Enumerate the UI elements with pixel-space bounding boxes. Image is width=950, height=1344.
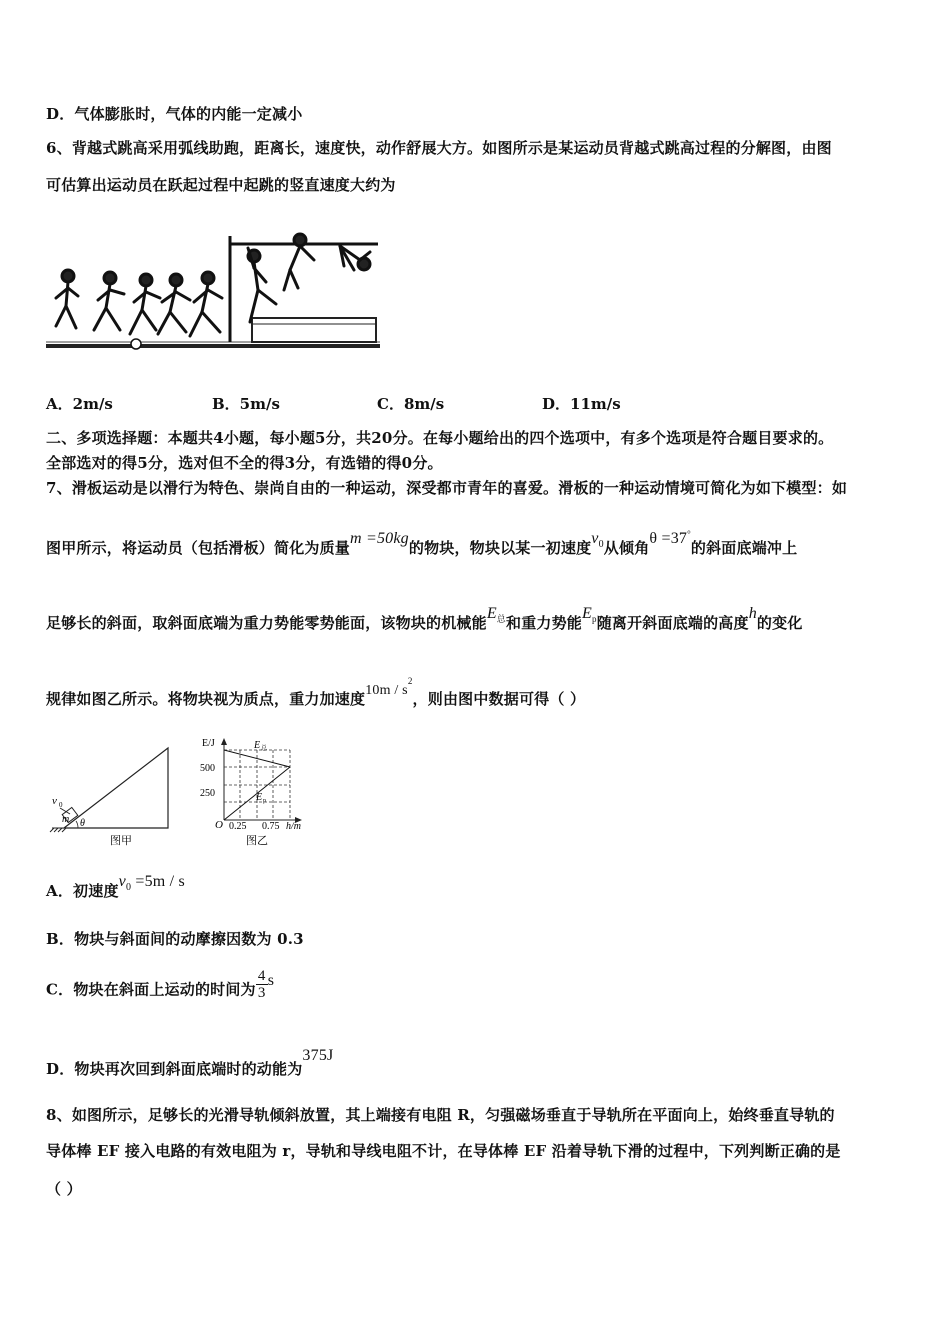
q6-stem-line2: 可估算出运动员在跃起过程中起跳的竖直速度大约为 xyxy=(46,176,396,194)
q7-text: 随离开斜面底端的高度 xyxy=(596,614,749,632)
fig-yi-origin: O xyxy=(215,819,223,831)
h-symbol: h xyxy=(748,605,757,622)
fig-jia-theta: θ xyxy=(80,818,85,829)
energy-graph-figure xyxy=(198,734,318,850)
option-d-text: D．物块再次回到斜面底端时的动能为 xyxy=(46,1060,303,1078)
q8-stem-line2: 导体棒 EF 接入电路的有效电阻为 r，导轨和导线电阻不计，在导体棒 EF 沿着导轨下滑的过程中，下列判断正确的是 xyxy=(46,1142,841,1160)
fig-yi-Ep-sub: p xyxy=(263,798,266,804)
option-c-fraction xyxy=(256,968,268,1001)
q7-option-d[interactable] xyxy=(46,1047,334,1079)
q7-text: 的斜面底端冲上 xyxy=(690,539,798,557)
option-a-value: =5m / s xyxy=(131,873,185,890)
q7-stem-line3 xyxy=(46,605,803,635)
fig-yi-E-total: E xyxy=(254,740,261,751)
fraction-numerator: 4 xyxy=(257,968,266,984)
q7-text: 的变化 xyxy=(756,614,803,632)
q7-text: 足够长的斜面，取斜面底端为重力势能零势能面，该物块的机械能 xyxy=(46,614,487,632)
fig-yi-y-tick-250: 250 xyxy=(200,788,215,799)
E-total-symbol: E xyxy=(486,605,497,622)
fig-jia-v0-sub: 0 xyxy=(59,801,63,809)
E-total-subscript: 总 xyxy=(496,614,506,624)
theta-equation: θ =37 xyxy=(649,530,688,547)
q7-option-b[interactable]: B．物块与斜面间的动摩擦因数为 0.3 xyxy=(46,930,304,948)
q6-option-b[interactable]: B．5m/s xyxy=(212,395,280,413)
option-a-text: A．初速度 xyxy=(46,882,119,900)
degree-symbol: ° xyxy=(687,529,691,539)
q6-option-d[interactable]: D．11m/s xyxy=(542,395,621,413)
theta-arc xyxy=(76,821,78,828)
q6-stem-line1: 6、背越式跳高采用弧线助跑，距离长，速度快，动作舒展大方。如图所示是某运动员背越式跳高过程的分解图，由图 xyxy=(46,139,832,157)
option-d-value: 375J xyxy=(302,1047,334,1064)
q7-text: 的物块，物块以某一初速度 xyxy=(408,539,592,557)
high-jump-sequence-figure xyxy=(44,226,384,356)
q6-option-c[interactable]: C．8m/s xyxy=(377,395,445,413)
option-c-text: C．物块在斜面上运动的时间为 xyxy=(46,980,256,999)
v0-symbol: v xyxy=(591,530,599,547)
option-c-unit: s xyxy=(267,971,275,989)
fig-yi-y-label: E/J xyxy=(202,738,215,749)
section2-line2: 全部选对的得5分，选对但不全的得3分，有选错的得0分。 xyxy=(46,454,443,472)
q7-option-c[interactable] xyxy=(46,968,275,1007)
fig-yi-x-tick-025: 0.25 xyxy=(229,821,247,832)
fig-yi-E-total-sub: 总 xyxy=(261,746,268,752)
Ep-subscript: p xyxy=(592,614,597,624)
q8-stem-line1: 8、如图所示，足够长的光滑导轨倾斜放置，其上端接有电阻 R，匀强磁场垂直于导轨所在平面向上，始终垂直导轨的 xyxy=(46,1106,835,1124)
q7-stem-line2 xyxy=(46,529,798,560)
fig-jia-m: m xyxy=(62,814,70,825)
q7-text: 规律如图乙所示。将物块视为质点，重力加速度 xyxy=(46,690,366,708)
fig-yi-y-tick-500: 500 xyxy=(200,763,215,774)
q7-text: 图甲所示，将运动员（包括滑板）简化为质量 xyxy=(46,539,351,557)
q7-stem-line1: 7、滑板运动是以滑行为特色、崇尚自由的一种运动，深受都市青年的喜爱。滑板的一种运动情境可简化为如下模型：如 xyxy=(46,479,848,497)
option-a-sub: 0 xyxy=(125,882,132,893)
q7-text: 从倾角 xyxy=(603,539,650,557)
fig-yi-caption: 图乙 xyxy=(246,835,268,847)
incline-figure xyxy=(48,744,188,848)
fig-jia-v0: v xyxy=(52,795,57,807)
section2-line1: 二、多项选择题：本题共4小题，每小题5分，共20分。在每小题给出的四个选项中，有多个选项是符合题目要求的。 xyxy=(46,429,834,447)
mass-equation: m =50kg xyxy=(350,530,409,547)
q7-option-a[interactable] xyxy=(46,873,185,903)
fig-jia-caption: 图甲 xyxy=(110,835,132,847)
grid-lines xyxy=(224,750,290,820)
fig-yi-x-label: h/m xyxy=(286,821,301,832)
fig-yi-x-tick-075: 0.75 xyxy=(262,821,280,832)
q7-text: ，则由图中数据可得（ ） xyxy=(412,690,586,708)
option-a-v: v xyxy=(118,873,126,890)
g-value: 10m / s xyxy=(365,683,408,698)
fraction-denominator: 3 xyxy=(257,985,266,1001)
q8-stem-line3: （ ） xyxy=(46,1180,82,1198)
q5-option-d: D．气体膨胀时，气体的内能一定减小 xyxy=(46,105,303,123)
v0-subscript: 0 xyxy=(598,539,604,550)
q7-text: 和重力势能 xyxy=(506,614,583,632)
q6-option-a[interactable]: A．2m/s xyxy=(46,395,113,413)
Ep-symbol: E xyxy=(582,605,592,622)
g-exponent: 2 xyxy=(407,676,413,686)
fig-yi-Ep: E xyxy=(256,792,263,803)
q7-stem-line4 xyxy=(46,676,586,709)
